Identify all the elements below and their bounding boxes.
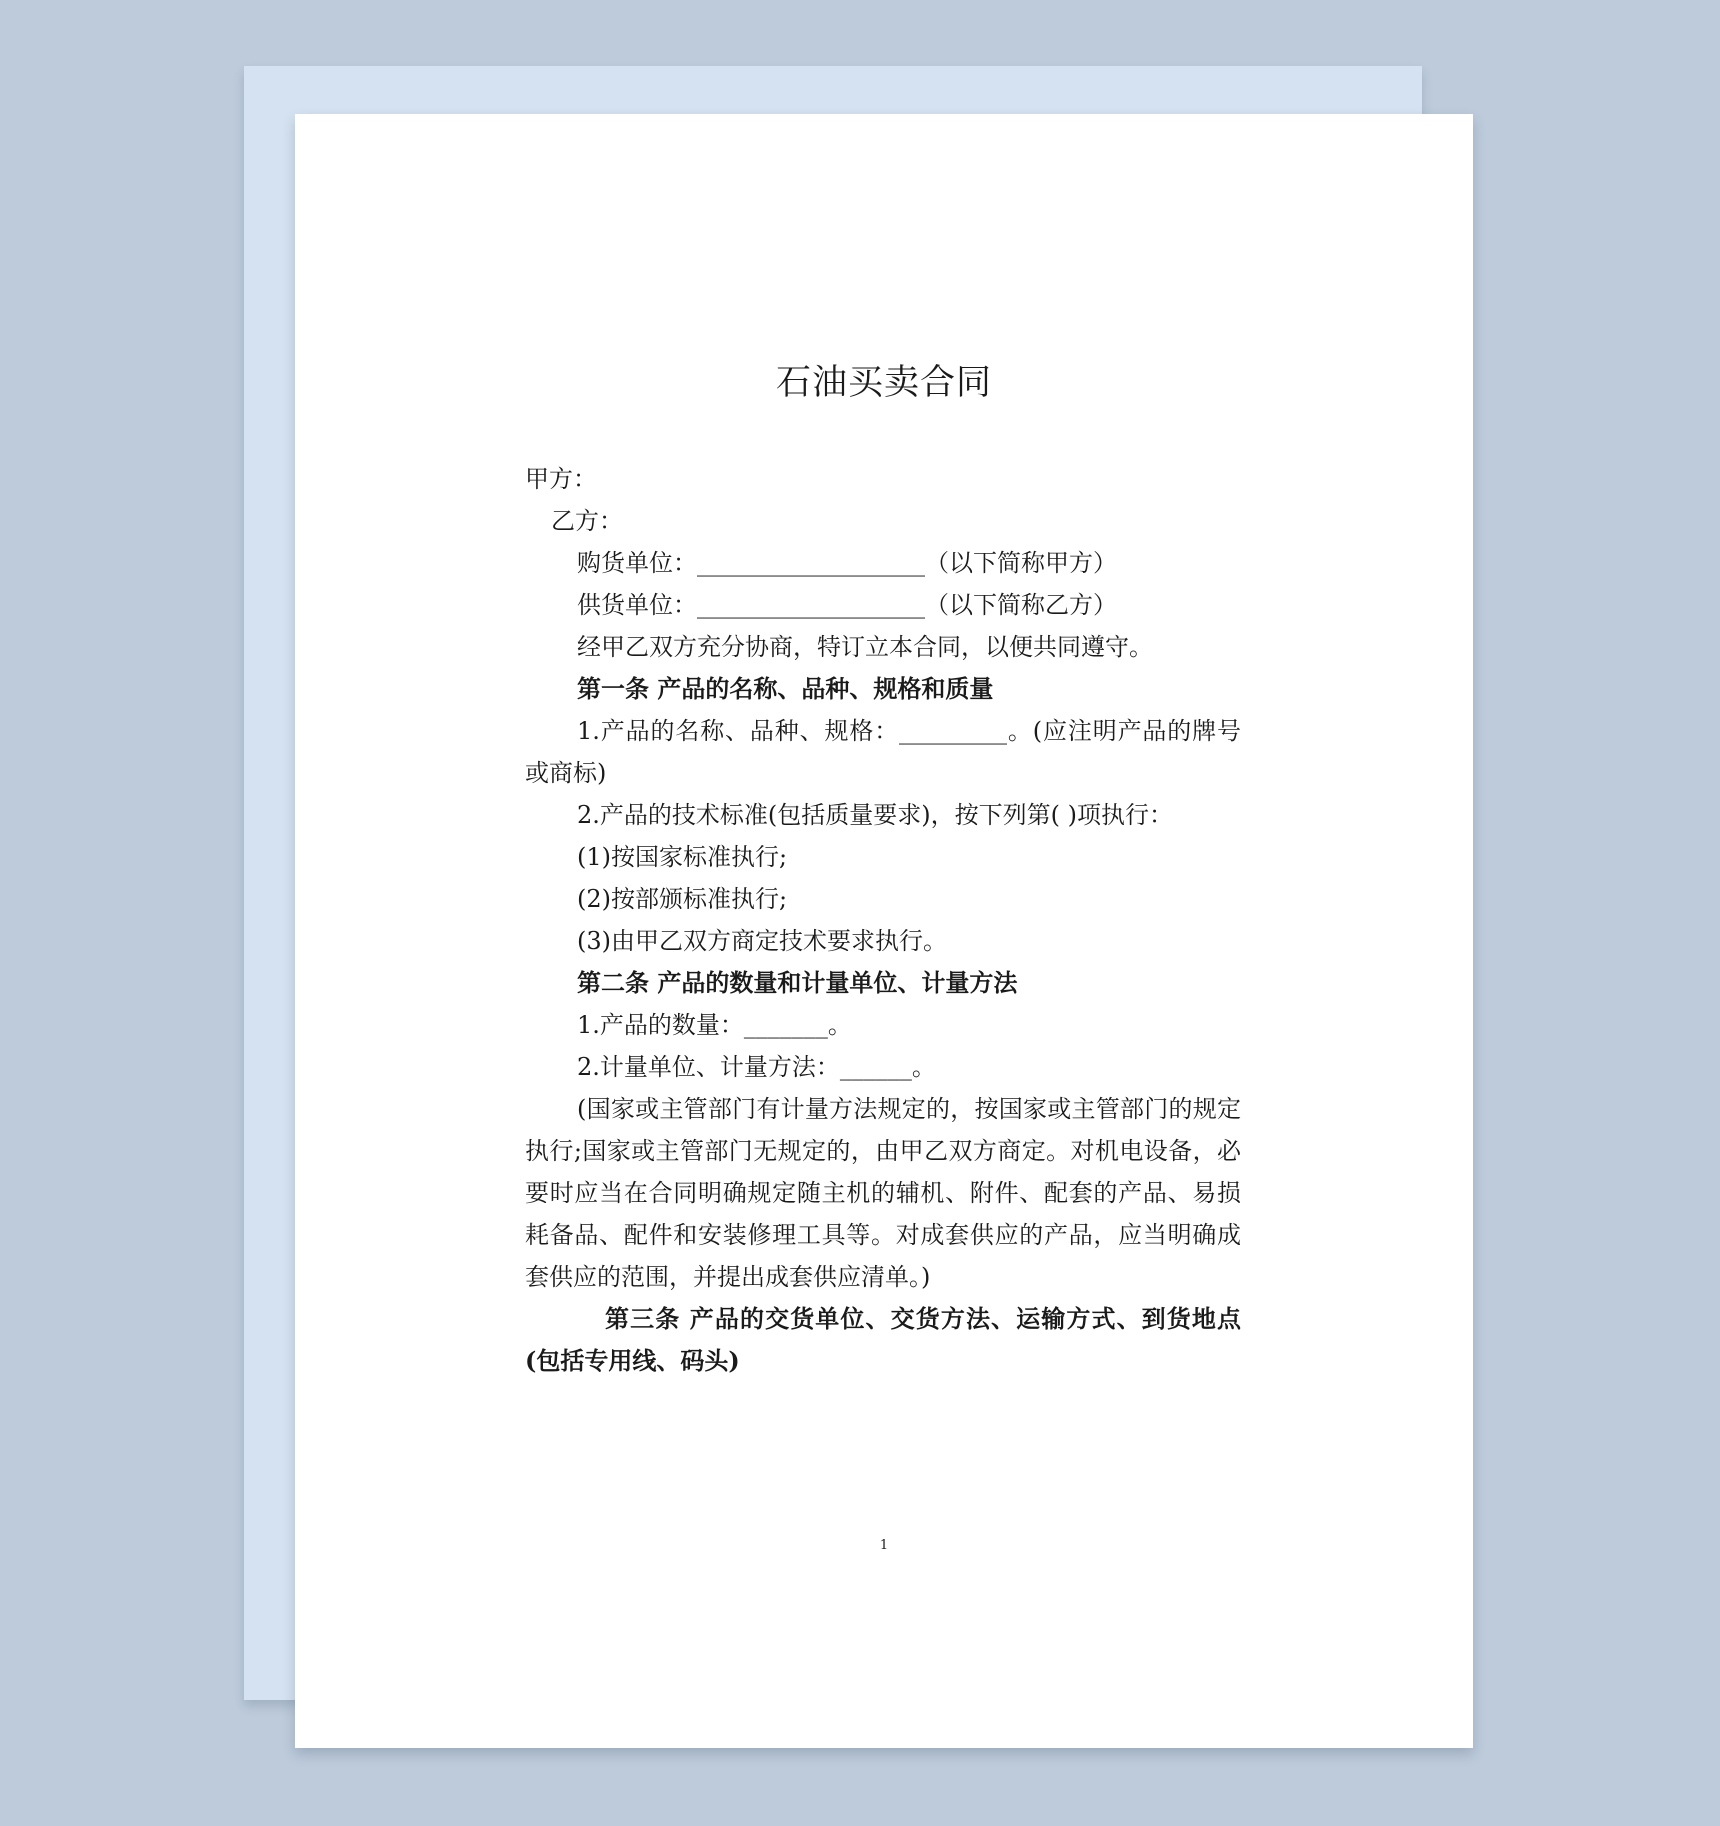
article-1-option-3: (3)由甲乙双方商定技术要求执行。 — [577, 927, 947, 955]
party-b-line: 乙方： — [551, 507, 623, 535]
article-3-heading: 第三条 产品的交货单位、交货方法、运输方式、到货地点(包括专用线、码头) — [525, 1304, 1241, 1375]
document-title: 石油买卖合同 — [775, 363, 992, 403]
article-1-heading: 第一条 产品的名称、品种、规格和质量 — [577, 674, 994, 703]
document-page — [295, 114, 1473, 1748]
article-1-item-2: 2.产品的技术标准(包括质量要求)，按下列第( )项执行： — [577, 801, 1173, 829]
page-number: 1 — [879, 1538, 889, 1553]
article-1-option-1: (1)按国家标准执行; — [577, 843, 788, 871]
article-1-item-1: 1.产品的名称、品种、规格：_________。(应注明产品的牌号或商标) — [525, 717, 1241, 787]
article-2-heading: 第二条 产品的数量和计量单位、计量方法 — [577, 968, 1018, 997]
article-2-note: (国家或主管部门有计量方法规定的，按国家或主管部门的规定执行;国家或主管部门无规定的，由甲乙双方商定。对机电设备，必要时应当在合同明确规定随主机的辅机、附件、配套的产品、易损耗备品、配件和安装修理工具等。对成套供应的产品，应当明确成套供应的范围，并提出成套供应清单。) — [525, 1095, 1241, 1291]
buyer-line: 购货单位：___________________（以下简称甲方） — [577, 549, 1117, 577]
agreement-intro: 经甲乙双方充分协商，特订立本合同，以便共同遵守。 — [577, 633, 1153, 661]
party-a-line: 甲方： — [525, 465, 597, 493]
article-2-item-2: 2.计量单位、计量方法：______。 — [577, 1053, 936, 1081]
supplier-line: 供货单位：___________________（以下简称乙方） — [577, 591, 1117, 619]
article-1-option-2: (2)按部颁标准执行; — [577, 885, 788, 913]
article-2-item-1: 1.产品的数量：_______。 — [577, 1011, 852, 1039]
document-body — [525, 458, 1241, 1382]
